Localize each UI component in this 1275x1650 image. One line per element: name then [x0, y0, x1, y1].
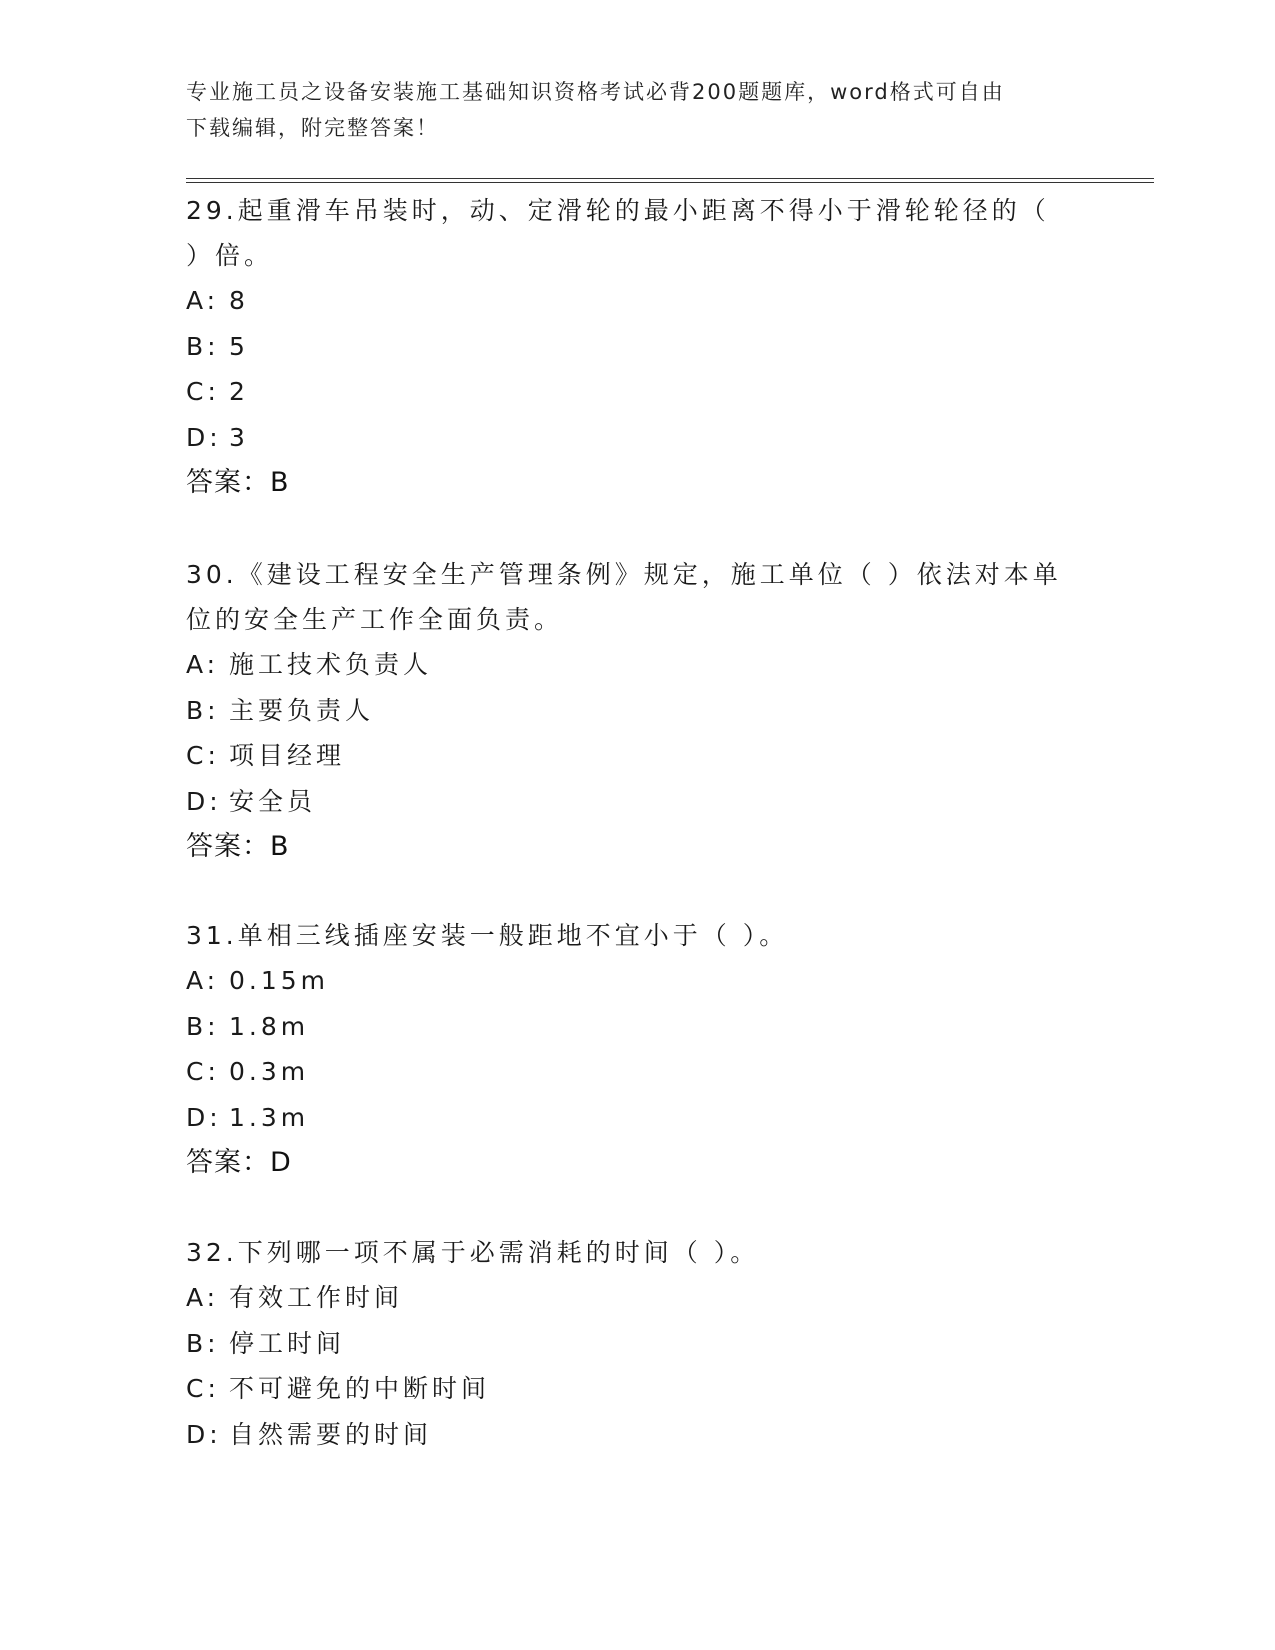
- header-line-2: 下载编辑，附完整答案！: [186, 116, 439, 140]
- option-a: [186, 958, 1086, 1004]
- option-b: [186, 324, 1086, 370]
- option-letter: C:: [186, 1057, 220, 1086]
- option-c: [186, 369, 1086, 415]
- option-text: 8: [229, 286, 249, 315]
- option-letter: B:: [186, 331, 220, 361]
- option-b: [186, 688, 1086, 734]
- option-text: 0.15m: [229, 966, 330, 995]
- header-line-1: 专业施工员之设备安装施工基础知识资格考试必背200题题库，word格式可自由: [186, 80, 1005, 104]
- option-text: 安全员: [229, 786, 317, 816]
- option-text: 不可避免的中断时间: [229, 1374, 491, 1403]
- option-letter: B:: [186, 1011, 220, 1041]
- option-text: 自然需要的时间: [229, 1419, 433, 1449]
- answer-line: 答案：D: [186, 1147, 292, 1178]
- question-30: [186, 552, 1086, 869]
- option-a: [186, 642, 1086, 688]
- option-letter: B:: [186, 1328, 220, 1358]
- option-letter: D:: [186, 422, 222, 452]
- option-letter: D:: [186, 786, 222, 816]
- option-letter: D:: [186, 1102, 222, 1132]
- question-stem-line: 29.起重滑车吊装时，动、定滑轮的最小距离不得小于滑轮轮径的（: [186, 196, 1050, 225]
- option-text: 3: [229, 422, 249, 452]
- option-text: 0.3m: [229, 1057, 310, 1086]
- option-c: [186, 1366, 1086, 1412]
- header-divider-top: [186, 178, 1154, 179]
- question-stem-line: 30.《建设工程安全生产管理条例》规定，施工单位（ ）依法对本单: [186, 560, 1062, 589]
- option-text: 项目经理: [229, 741, 346, 770]
- question-stem-line: 32.下列哪一项不属于必需消耗的时间（ ）。: [186, 1238, 760, 1267]
- option-text: 主要负责人: [229, 695, 375, 725]
- question-stem-line: 位的安全生产工作全面负责。: [186, 605, 564, 634]
- option-letter: C:: [186, 741, 220, 770]
- question-stem-line: 31.单相三线插座安装一般距地不宜小于（ ）。: [186, 921, 789, 950]
- option-b: [186, 1321, 1086, 1367]
- option-text: 1.3m: [229, 1102, 310, 1132]
- option-letter: B:: [186, 695, 220, 725]
- option-letter: A:: [186, 966, 220, 995]
- document-header: [186, 74, 1066, 146]
- question-32: [186, 1230, 1086, 1457]
- option-d: [186, 415, 1086, 461]
- option-text: 有效工作时间: [229, 1283, 404, 1312]
- question-31: [186, 913, 1086, 1185]
- option-b: [186, 1004, 1086, 1050]
- option-text: 5: [229, 331, 249, 361]
- option-text: 施工技术负责人: [229, 650, 433, 679]
- option-d: [186, 779, 1086, 825]
- answer-line: 答案：B: [186, 467, 290, 498]
- option-d: [186, 1412, 1086, 1458]
- option-c: [186, 1049, 1086, 1095]
- answer-line: 答案：B: [186, 831, 290, 862]
- option-text: 停工时间: [229, 1328, 346, 1358]
- option-a: [186, 1275, 1086, 1321]
- option-letter: C:: [186, 1374, 220, 1403]
- option-d: [186, 1095, 1086, 1141]
- option-letter: A:: [186, 1283, 220, 1312]
- option-letter: A:: [186, 650, 220, 679]
- question-stem-line: ）倍。: [186, 241, 274, 270]
- option-text: 1.8m: [229, 1011, 310, 1041]
- question-29: [186, 188, 1086, 505]
- option-a: [186, 278, 1086, 324]
- option-letter: D:: [186, 1419, 222, 1449]
- option-c: [186, 733, 1086, 779]
- header-divider-bottom: [186, 182, 1154, 183]
- option-letter: A:: [186, 286, 220, 315]
- option-letter: C:: [186, 377, 220, 406]
- option-text: 2: [229, 377, 249, 406]
